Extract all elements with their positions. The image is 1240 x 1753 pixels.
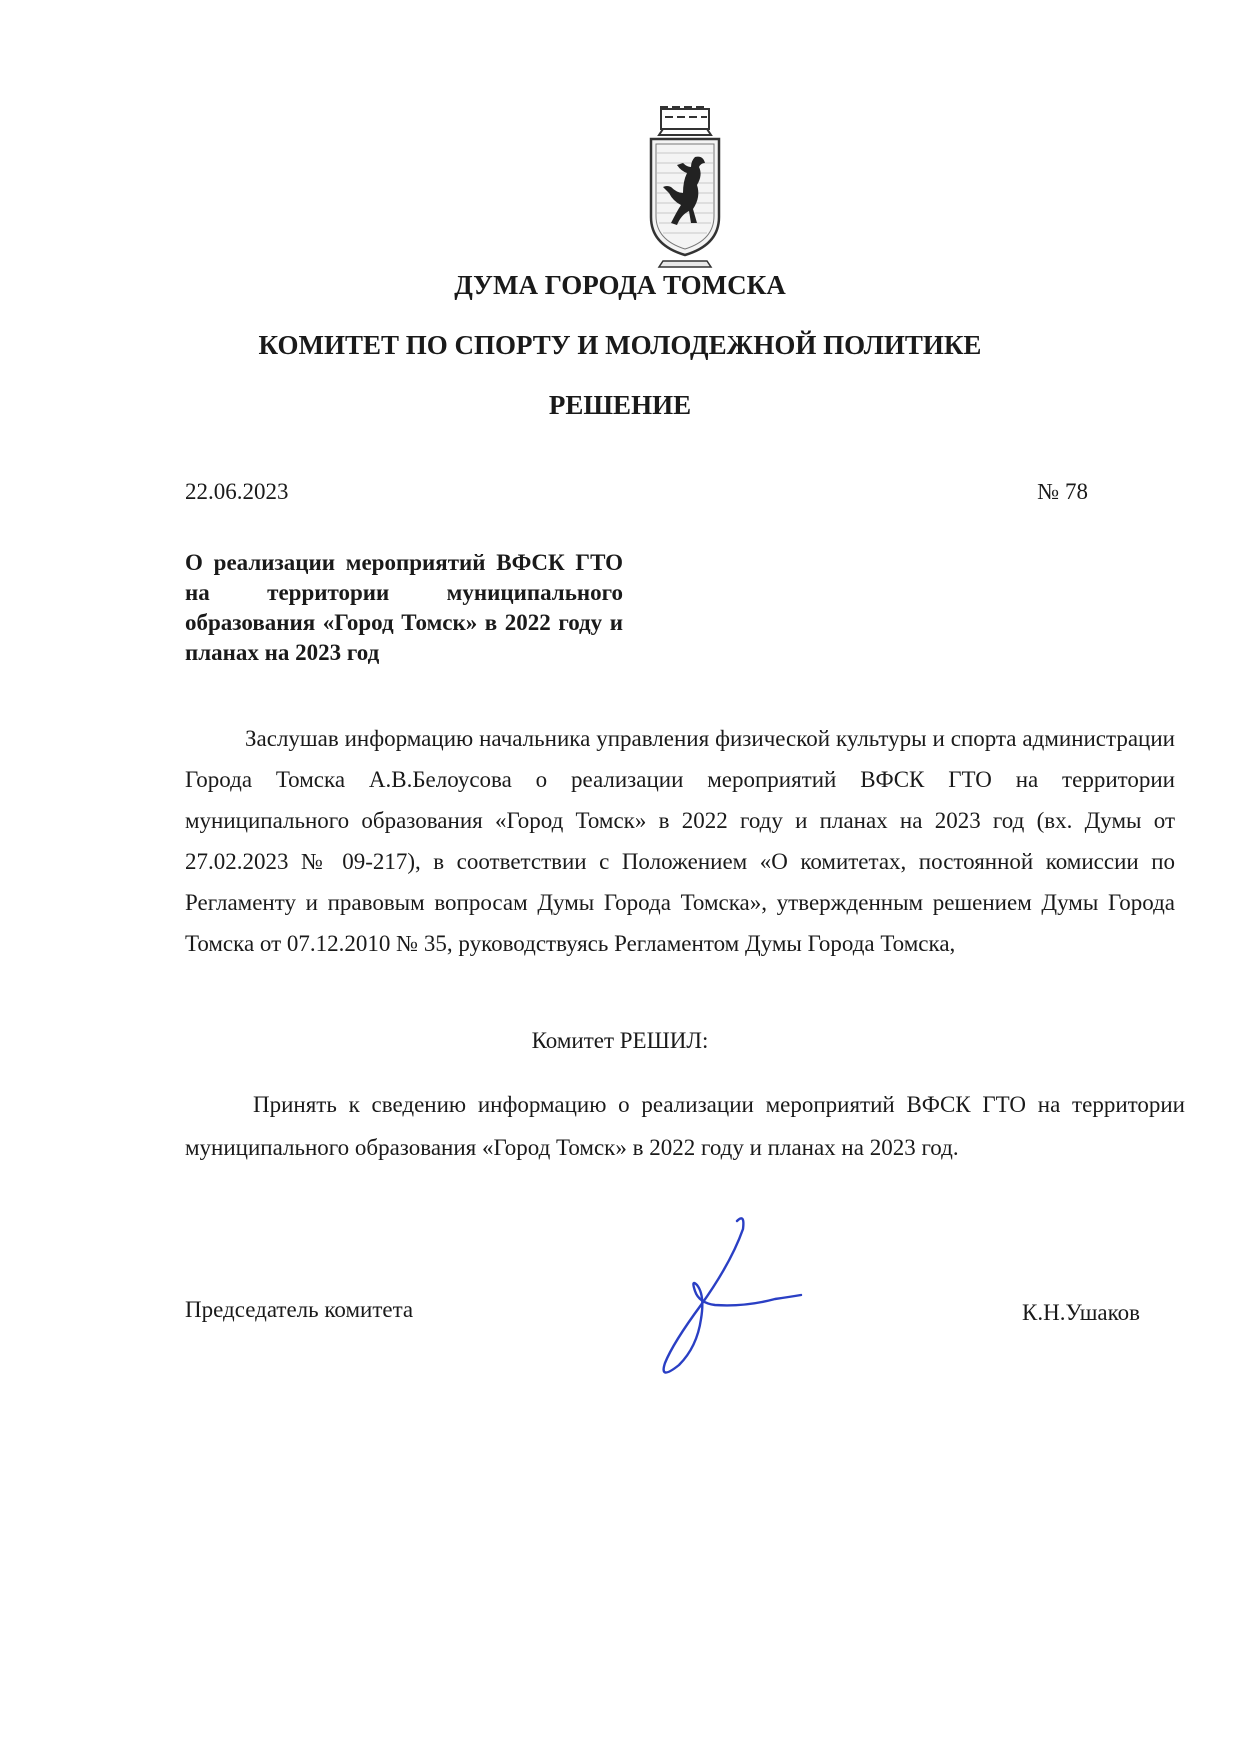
organization-title: ДУМА ГОРОДА ТОМСКА: [454, 270, 786, 300]
document-type-title: РЕШЕНИЕ: [548, 390, 692, 420]
resolution-paragraph: Принять к сведению информацию о реализации мероприятий ВФСК ГТО на территории муниципального образования «Город Томск» в 2022 году и планах на 2023 год.: [185, 1092, 1185, 1160]
committee-title: КОМИТЕТ ПО СПОРТУ И МОЛОДЕЖНОЙ ПОЛИТИКЕ: [258, 330, 982, 360]
coat-of-arms-icon: [637, 105, 733, 275]
decided-heading: Комитет РЕШИЛ:: [531, 1028, 709, 1053]
signatory-title: Председатель комитета: [185, 1297, 414, 1322]
signature-image: [635, 1215, 805, 1385]
decision-date: 22.06.2023: [185, 479, 289, 504]
signatory-name: К.Н.Ушаков: [1022, 1300, 1140, 1325]
preamble-paragraph: Заслушав информацию начальника управления физической культуры и спорта администрации Города Томска А.В.Белоусова о реализации мероприятий ВФСК ГТО на территории муниципального образования «Город Томск» в 2022 году и планах на 2023 год (вх. Думы от 27.02.2023 № 09-217), в соответствии с Положением «О комитетах, постоянной комиссии по Регламенту и правовым вопросам Думы Города Томска», утвержденным решением Думы Города Томска от 07.12.2010 № 35, руководствуясь Регламентом Думы Города Томска,: [185, 726, 1175, 956]
decision-number: № 78: [1037, 479, 1088, 504]
decision-subject: О реализации мероприятий ВФСК ГТО на территории муниципального образования «Город Томск» в 2022 году и планах на 2023 год: [185, 550, 623, 665]
